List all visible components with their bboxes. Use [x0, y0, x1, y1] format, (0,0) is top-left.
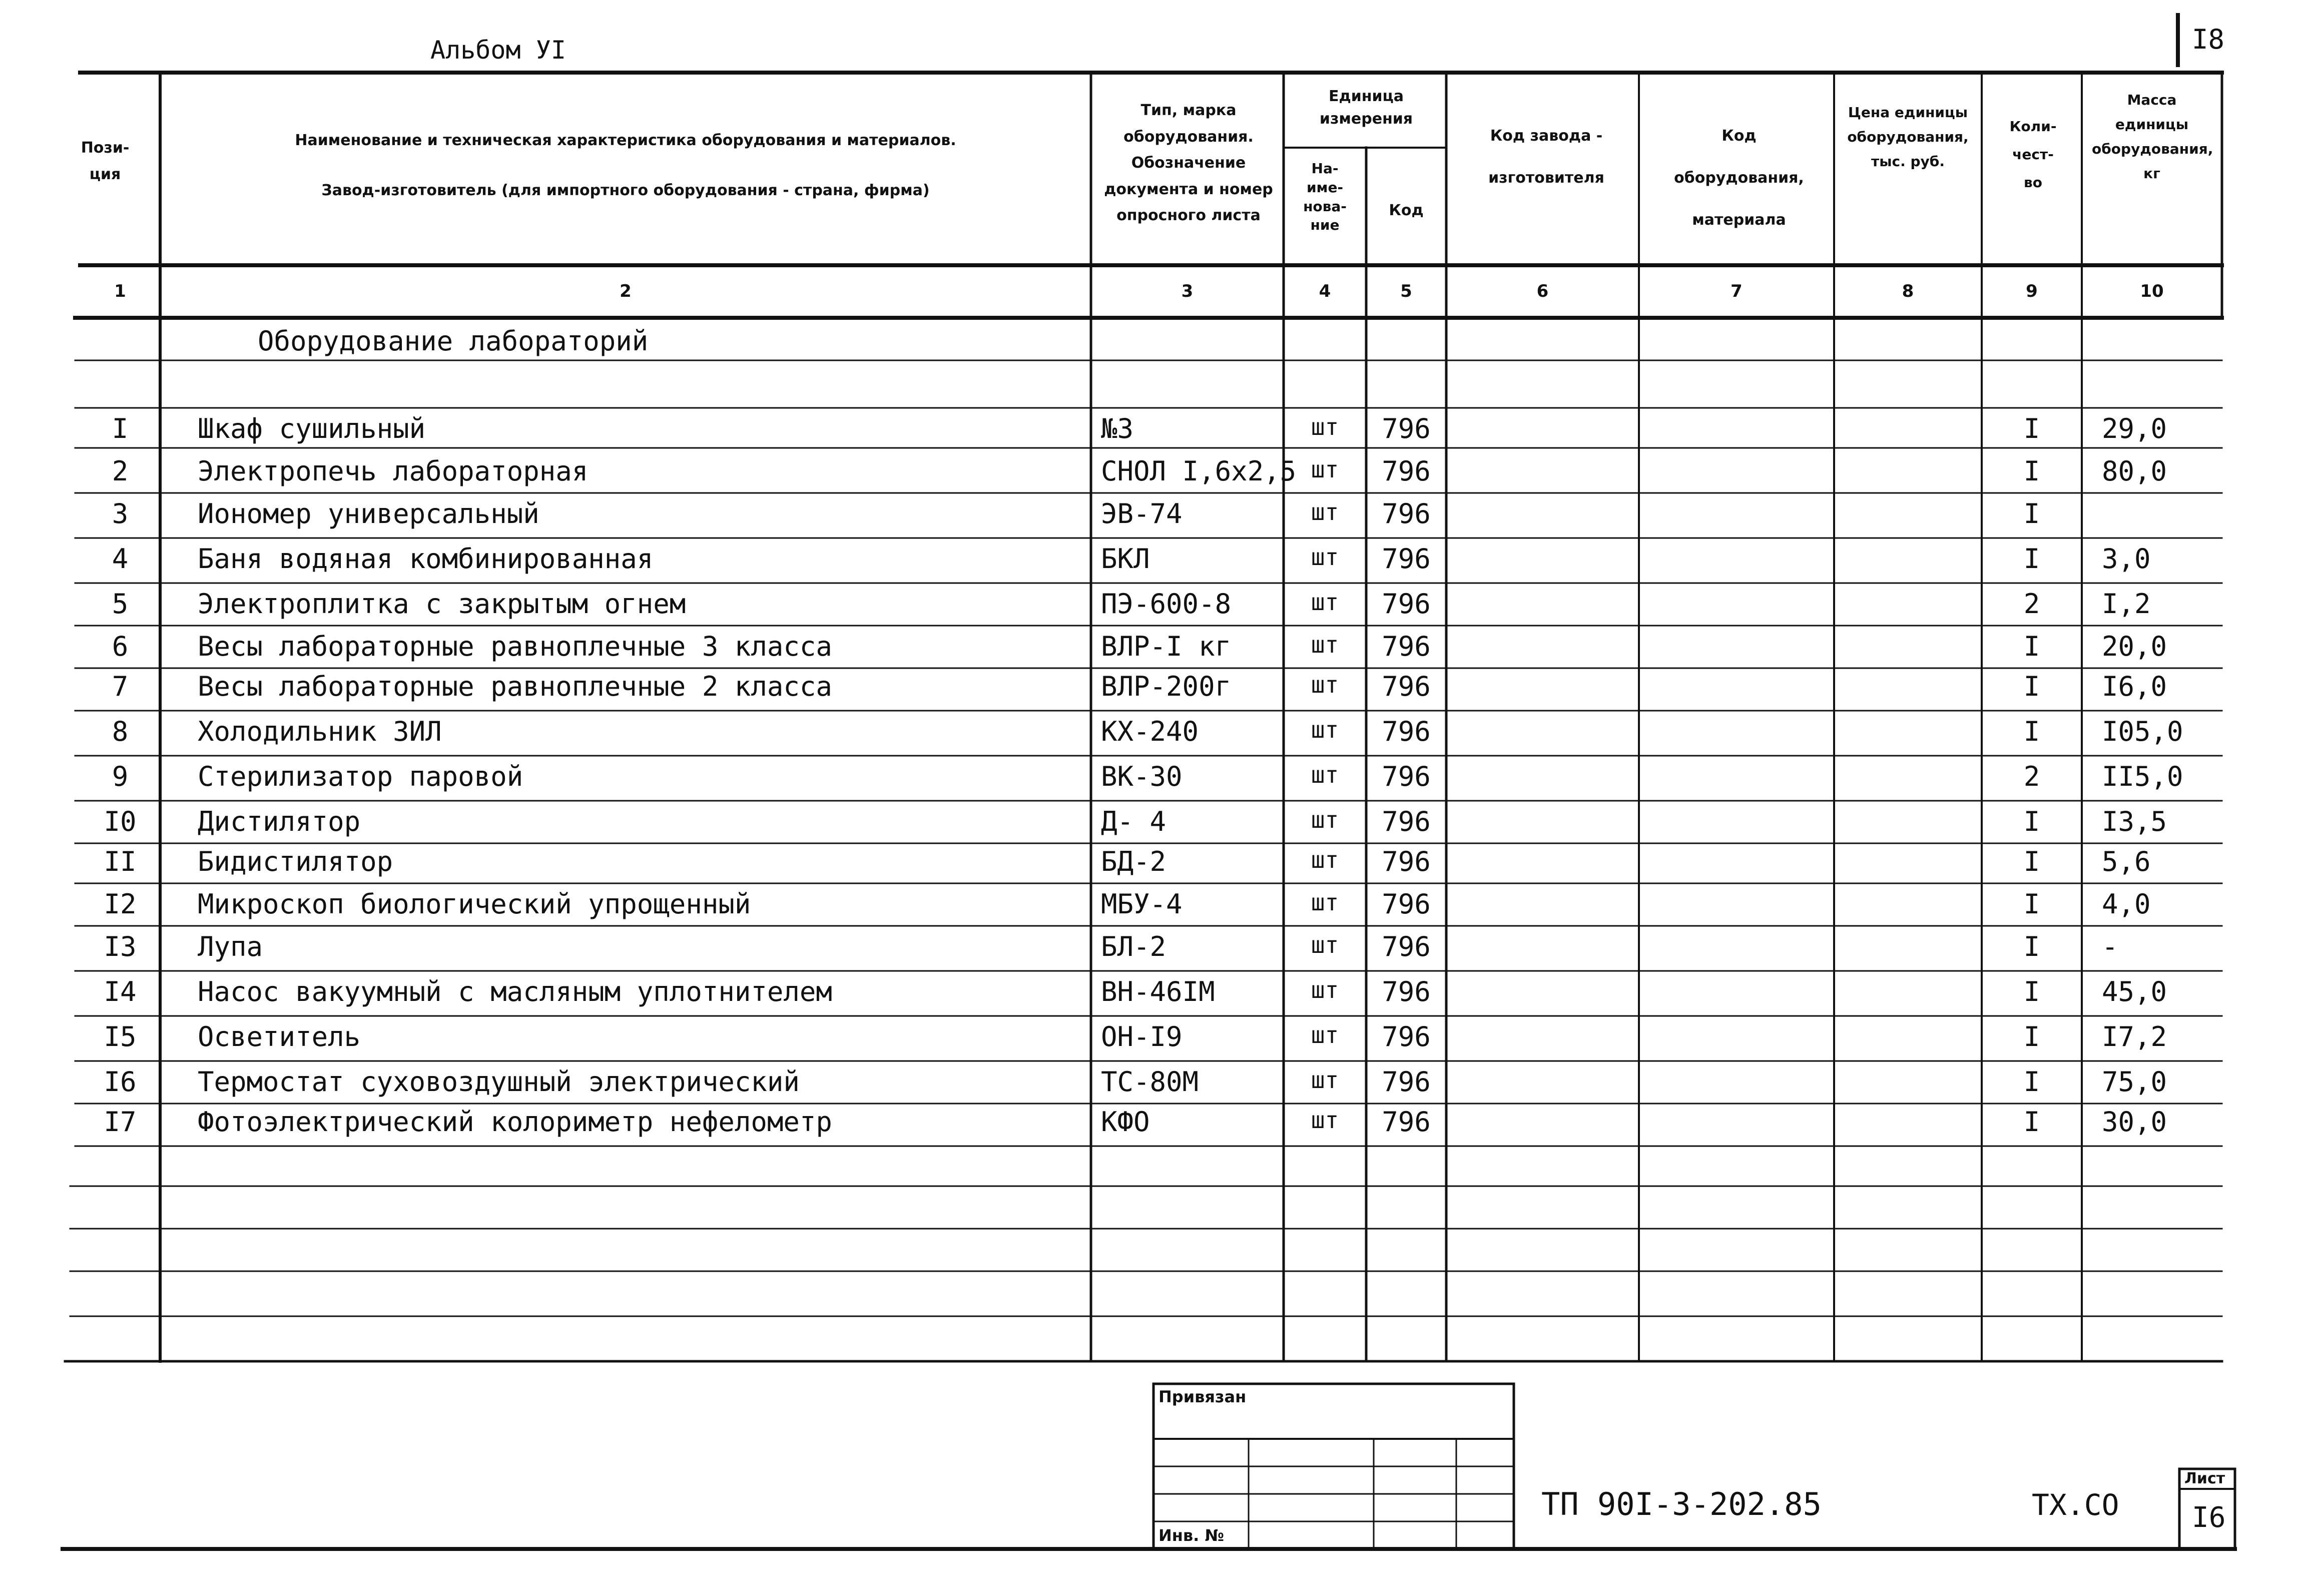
row-unit: шт — [1311, 498, 1339, 525]
row-unit: шт — [1311, 806, 1339, 833]
row-position: 8 — [112, 716, 129, 747]
row-qty: I — [2023, 631, 2040, 662]
row-qty: I — [2023, 1021, 2040, 1052]
row-type: ВК-30 — [1101, 761, 1183, 792]
row-position: II — [104, 846, 137, 877]
column-number: 3 — [1181, 281, 1194, 301]
header-unit-code: Код — [1389, 202, 1424, 219]
column-number: 9 — [2026, 281, 2038, 301]
header-type: Тип, марка оборудования. Обозначение документа и номер опросного листа — [1104, 102, 1273, 224]
row-mass: I6,0 — [2102, 671, 2167, 702]
row-position: I3 — [104, 931, 137, 962]
row-position: I — [112, 413, 129, 444]
row-position: 5 — [112, 588, 129, 620]
column-number: 2 — [620, 281, 632, 301]
row-code: 796 — [1382, 455, 1431, 487]
row-unit: шт — [1311, 716, 1339, 743]
row-unit: шт — [1311, 589, 1339, 616]
row-name: Баня водяная комбинированная — [198, 543, 654, 575]
row-mass: II5,0 — [2102, 761, 2183, 792]
row-type: №3 — [1101, 413, 1134, 444]
row-qty: I — [2023, 888, 2040, 920]
row-qty: I — [2023, 1106, 2040, 1138]
row-type: ЭВ-74 — [1101, 498, 1183, 529]
row-unit: шт — [1311, 456, 1339, 483]
row-type: МБУ-4 — [1101, 888, 1183, 920]
row-mass: I7,2 — [2102, 1021, 2167, 1052]
row-position: 4 — [112, 543, 129, 575]
row-name: Электроплитка с закрытым огнем — [198, 588, 686, 620]
header-qty: Коли- чест- во — [2009, 118, 2057, 191]
row-type: ВЛР-200г — [1101, 671, 1232, 702]
row-unit: шт — [1311, 761, 1339, 788]
row-code: 796 — [1382, 761, 1431, 792]
header-position: Пози- ция — [81, 139, 130, 183]
row-position: 2 — [112, 455, 129, 487]
row-type: КХ-240 — [1101, 716, 1199, 747]
row-qty: I — [2023, 806, 2040, 837]
row-type: ТС-80М — [1101, 1066, 1199, 1098]
row-mass: 75,0 — [2102, 1066, 2167, 1098]
row-position: I4 — [104, 976, 137, 1007]
row-qty: I — [2023, 846, 2040, 877]
section-title: Оборудование лабораторий — [258, 325, 649, 357]
row-name: Микроскоп биологический упрощенный — [198, 888, 751, 920]
row-code: 796 — [1382, 846, 1431, 877]
row-type: ВН-46IМ — [1101, 976, 1215, 1007]
sheet-number: I6 — [2192, 1501, 2226, 1534]
row-name: Холодильник ЗИЛ — [198, 716, 442, 747]
row-code: 796 — [1382, 413, 1431, 444]
row-qty: I — [2023, 455, 2040, 487]
row-name: Фотоэлектрический колориметр нефелометр — [198, 1106, 832, 1138]
row-code: 796 — [1382, 976, 1431, 1007]
row-code: 796 — [1382, 716, 1431, 747]
row-code: 796 — [1382, 1021, 1431, 1052]
row-code: 796 — [1382, 888, 1431, 920]
row-mass: - — [2102, 931, 2118, 962]
header-maker-code: Код завода - изготовителя — [1488, 127, 1604, 187]
row-unit: шт — [1311, 671, 1339, 698]
album-label: Альбом УI — [430, 36, 566, 65]
row-qty: 2 — [2023, 588, 2040, 620]
row-unit: шт — [1311, 544, 1339, 571]
row-qty: I — [2023, 931, 2040, 962]
row-name: Иономер универсальный — [198, 498, 539, 529]
row-position: 3 — [112, 498, 129, 529]
row-mass: 80,0 — [2102, 455, 2167, 487]
row-position: I5 — [104, 1021, 137, 1052]
row-qty: I — [2023, 413, 2040, 444]
row-name: Бидистилятор — [198, 846, 393, 877]
header-unit-name: На- име- нова- ние — [1303, 160, 1347, 234]
row-code: 796 — [1382, 1066, 1431, 1098]
row-code: 796 — [1382, 1106, 1431, 1138]
row-name: Лупа — [198, 931, 263, 962]
page-number: I8 — [2192, 24, 2225, 55]
row-unit: шт — [1311, 846, 1339, 873]
header-name-line2: Завод-изготовитель (для импортного оборудования - страна, фирма) — [321, 182, 930, 199]
row-type: ПЭ-600-8 — [1101, 588, 1232, 620]
row-name: Термостат суховоздушный электрический — [198, 1066, 800, 1098]
header-mass: Масса единицы оборудования, кг — [2092, 92, 2213, 182]
row-mass: 3,0 — [2102, 543, 2151, 575]
row-code: 796 — [1382, 498, 1431, 529]
row-mass: 45,0 — [2102, 976, 2167, 1007]
row-unit: шт — [1311, 413, 1339, 440]
header-unit-group: Единица измерения — [1319, 88, 1413, 128]
row-type: ВЛР-I кг — [1101, 631, 1232, 662]
row-unit: шт — [1311, 631, 1339, 658]
row-qty: I — [2023, 1066, 2040, 1098]
row-code: 796 — [1382, 931, 1431, 962]
row-position: 9 — [112, 761, 129, 792]
row-name: Насос вакуумный с масляным уплотнителем — [198, 976, 832, 1007]
row-code: 796 — [1382, 806, 1431, 837]
row-name: Дистилятор — [198, 806, 361, 837]
row-code: 796 — [1382, 671, 1431, 702]
row-qty: I — [2023, 498, 2040, 529]
row-unit: шт — [1311, 889, 1339, 916]
column-number: 6 — [1536, 281, 1549, 301]
row-mass: 5,6 — [2102, 846, 2151, 877]
inventory-number-label: Инв. № — [1159, 1526, 1224, 1545]
section-code: ТХ.СО — [2032, 1488, 2119, 1522]
row-mass: I3,5 — [2102, 806, 2167, 837]
row-name: Весы лабораторные равноплечные 2 класса — [198, 671, 832, 702]
column-number: 1 — [114, 281, 126, 301]
row-unit: шт — [1311, 1067, 1339, 1094]
row-code: 796 — [1382, 588, 1431, 620]
row-name: Осветитель — [198, 1021, 361, 1052]
header-equip-code: Код оборудования, материала — [1674, 127, 1804, 229]
row-mass: I05,0 — [2102, 716, 2183, 747]
row-unit: шт — [1311, 1107, 1339, 1134]
row-qty: I — [2023, 976, 2040, 1007]
row-qty: I — [2023, 543, 2040, 575]
column-number: 8 — [1902, 281, 1914, 301]
row-type: БКЛ — [1101, 543, 1150, 575]
column-number: 5 — [1400, 281, 1412, 301]
header-name-line1: Наименование и техническая характеристика оборудования и материалов. — [295, 132, 956, 149]
row-qty: 2 — [2023, 761, 2040, 792]
row-type: ОН-I9 — [1101, 1021, 1183, 1052]
row-position: I6 — [104, 1066, 137, 1098]
row-unit: шт — [1311, 976, 1339, 1003]
row-qty: I — [2023, 671, 2040, 702]
row-qty: I — [2023, 716, 2040, 747]
row-mass: 29,0 — [2102, 413, 2167, 444]
row-code: 796 — [1382, 543, 1431, 575]
row-mass: 20,0 — [2102, 631, 2167, 662]
document-code: ТП 90I-3-202.85 — [1541, 1486, 1822, 1522]
row-type: Д- 4 — [1101, 806, 1167, 837]
row-name: Электропечь лабораторная — [198, 455, 589, 487]
header-price: Цена единицы оборудования, тыс. руб. — [1847, 104, 1969, 170]
row-position: I0 — [104, 806, 137, 837]
row-position: I7 — [104, 1106, 137, 1138]
row-type: БЛ-2 — [1101, 931, 1167, 962]
sheet-label: Лист — [2184, 1470, 2225, 1487]
row-name: Стерилизатор паровой — [198, 761, 523, 792]
column-number: 4 — [1319, 281, 1331, 301]
row-mass: 30,0 — [2102, 1106, 2167, 1138]
row-mass: 4,0 — [2102, 888, 2151, 920]
row-type: КФО — [1101, 1106, 1150, 1138]
row-unit: шт — [1311, 1021, 1339, 1048]
row-unit: шт — [1311, 931, 1339, 958]
column-number: 7 — [1731, 281, 1743, 301]
privyazan-label: Привязан — [1159, 1387, 1247, 1406]
row-position: 6 — [112, 631, 129, 662]
row-type: СНОЛ I,6х2,5 — [1101, 455, 1297, 487]
row-type: БД-2 — [1101, 846, 1167, 877]
column-number: 10 — [2140, 281, 2164, 301]
row-position: I2 — [104, 888, 137, 920]
row-name: Шкаф сушильный — [198, 413, 426, 444]
row-code: 796 — [1382, 631, 1431, 662]
row-mass: I,2 — [2102, 588, 2151, 620]
row-name: Весы лабораторные равноплечные 3 класса — [198, 631, 832, 662]
row-position: 7 — [112, 671, 129, 702]
